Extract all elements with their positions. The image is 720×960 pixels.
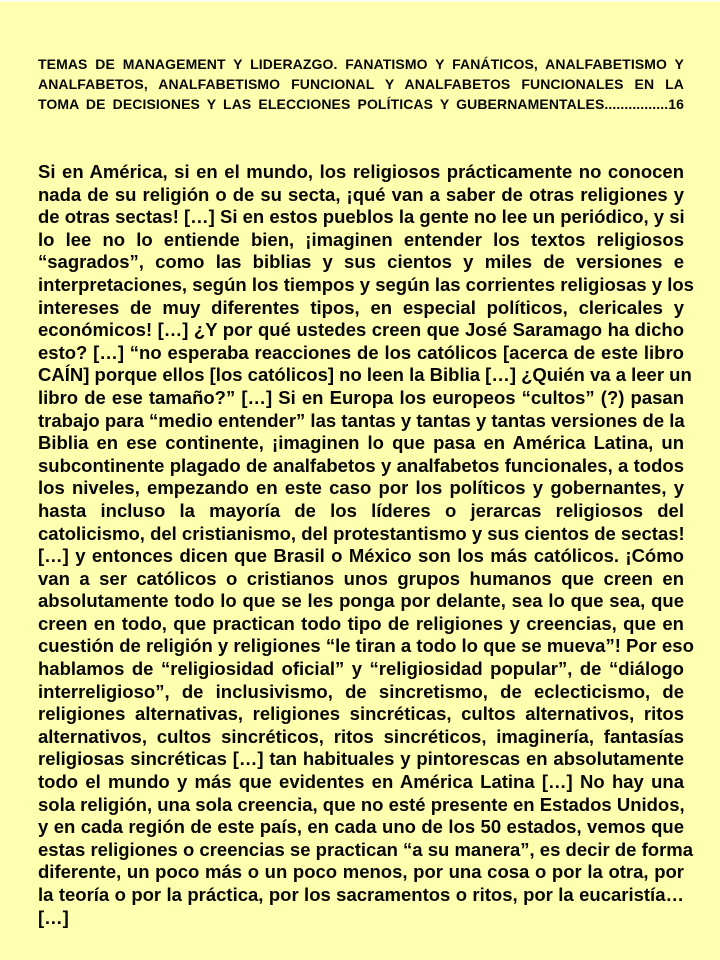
text-line: diferente, un poco más o un poco menos, por una cosa o por la otra, por: [38, 861, 684, 883]
text-line: interpretaciones, según los tiempos y según las corrientes religiosas y los: [38, 273, 694, 295]
text-line: […]: [38, 906, 69, 928]
text-line: cuestión de religión y religiones “le tiran a todo lo que se mueva”! Por eso: [38, 635, 694, 657]
text-line: y en cada región de este país, en cada uno de los 50 estados, vemos que: [38, 816, 684, 838]
text-line: interreligioso”, de inclusivismo, de sincretismo, de eclecticismo, de: [38, 680, 684, 702]
text-line: intereses de muy diferentes tipos, en especial políticos, clericales y: [38, 296, 684, 318]
text-line: la teoría o por la práctica, por los sacramentos o ritos, por la eucaristía…: [38, 884, 684, 905]
text-line: religiosas sincréticas […] tan habituales y pintorescas en absolutamente: [38, 748, 684, 770]
text-line: CAÍN] porque ellos [los católicos] no leen la Biblia […] ¿Quién va a leer un: [38, 364, 692, 386]
text-line: trabajo para “medio entender” las tantas y tantas y tantas versiones de la: [38, 409, 685, 431]
text-line: “sagrados”, como las biblias y sus cientos y miles de versiones e: [38, 251, 684, 273]
body-text: [38, 161, 694, 929]
text-line: Biblia en ese continente, ¡imaginen lo que pasa en América Latina, un: [38, 432, 684, 454]
toc-header: [38, 54, 684, 114]
text-line: Si en América, si en el mundo, los religiosos prácticamente no conocen: [38, 161, 684, 182]
text-line: catolicismo, del cristianismo, del protestantismo y sus cientos de sectas!: [38, 522, 685, 544]
text-line: todo el mundo y más que evidentes en América Latina […] No hay una: [38, 771, 684, 793]
text-line: económicos! […] ¿Y por qué ustedes creen que José Saramago ha dicho: [38, 319, 684, 341]
text-line: estas religiones o creencias se practican “a su manera”, es decir de forma: [38, 838, 694, 860]
text-line: libro de ese tamaño?” […] Si en Europa los europeos “cultos” (?) pasan: [38, 386, 684, 408]
text-line: creen en todo, que practican todo tipo de religiones y creencias, que en: [38, 612, 684, 634]
text-line: TEMAS DE MANAGEMENT Y LIDERAZGO. FANATISMO Y FANÁTICOS, ANALFABETISMO Y: [38, 56, 684, 72]
text-line: hablamos de “religiosidad oficial” y “religiosidad popular”, de “diálogo: [38, 658, 684, 680]
text-line: lo lee no lo entiende bien, ¡imaginen entender los textos religiosos: [38, 228, 684, 250]
text-line: TOMA DE DECISIONES Y LAS ELECCIONES POLÍTICAS Y GUBERNAMENTALES................16: [38, 96, 684, 112]
text-line: nada de su religión o de su secta, ¡qué van a saber de otras religiones y: [38, 183, 684, 205]
text-line: […] y entonces dicen que Brasil o México son los más católicos. ¡Cómo: [38, 545, 684, 567]
text-line: subcontinente plagado de analfabetos y analfabetos funcionales, a todos: [38, 454, 684, 476]
text-line: alternativos, cultos sincréticos, ritos sincréticos, imaginería, fantasías: [38, 725, 684, 747]
text-line: los niveles, empezando en este caso por los políticos y gobernantes, y: [38, 477, 684, 499]
text-line: esto? […] “no esperaba reacciones de los católicos [acerca de este libro: [38, 341, 684, 363]
text-line: sola religión, una sola creencia, que no esté presente en Estados Unidos,: [38, 793, 685, 815]
text-line: de otras sectas! […] Si en estos pueblos la gente no lee un periódico, y si: [38, 206, 685, 228]
text-line: ANALFABETOS, ANALFABETISMO FUNCIONAL Y ANALFABETOS FUNCIONALES EN LA: [38, 76, 684, 92]
text-line: hasta incluso la mayoría de los líderes o jerarcas religiosos del: [38, 499, 684, 521]
text-line: van a ser católicos o cristianos unos grupos humanos que creen en: [38, 567, 684, 589]
text-line: religiones alternativas, religiones sincréticas, cultos alternativos, ritos: [38, 703, 684, 725]
text-line: absolutamente todo lo que se les ponga por delante, sea lo que sea, que: [38, 590, 684, 612]
